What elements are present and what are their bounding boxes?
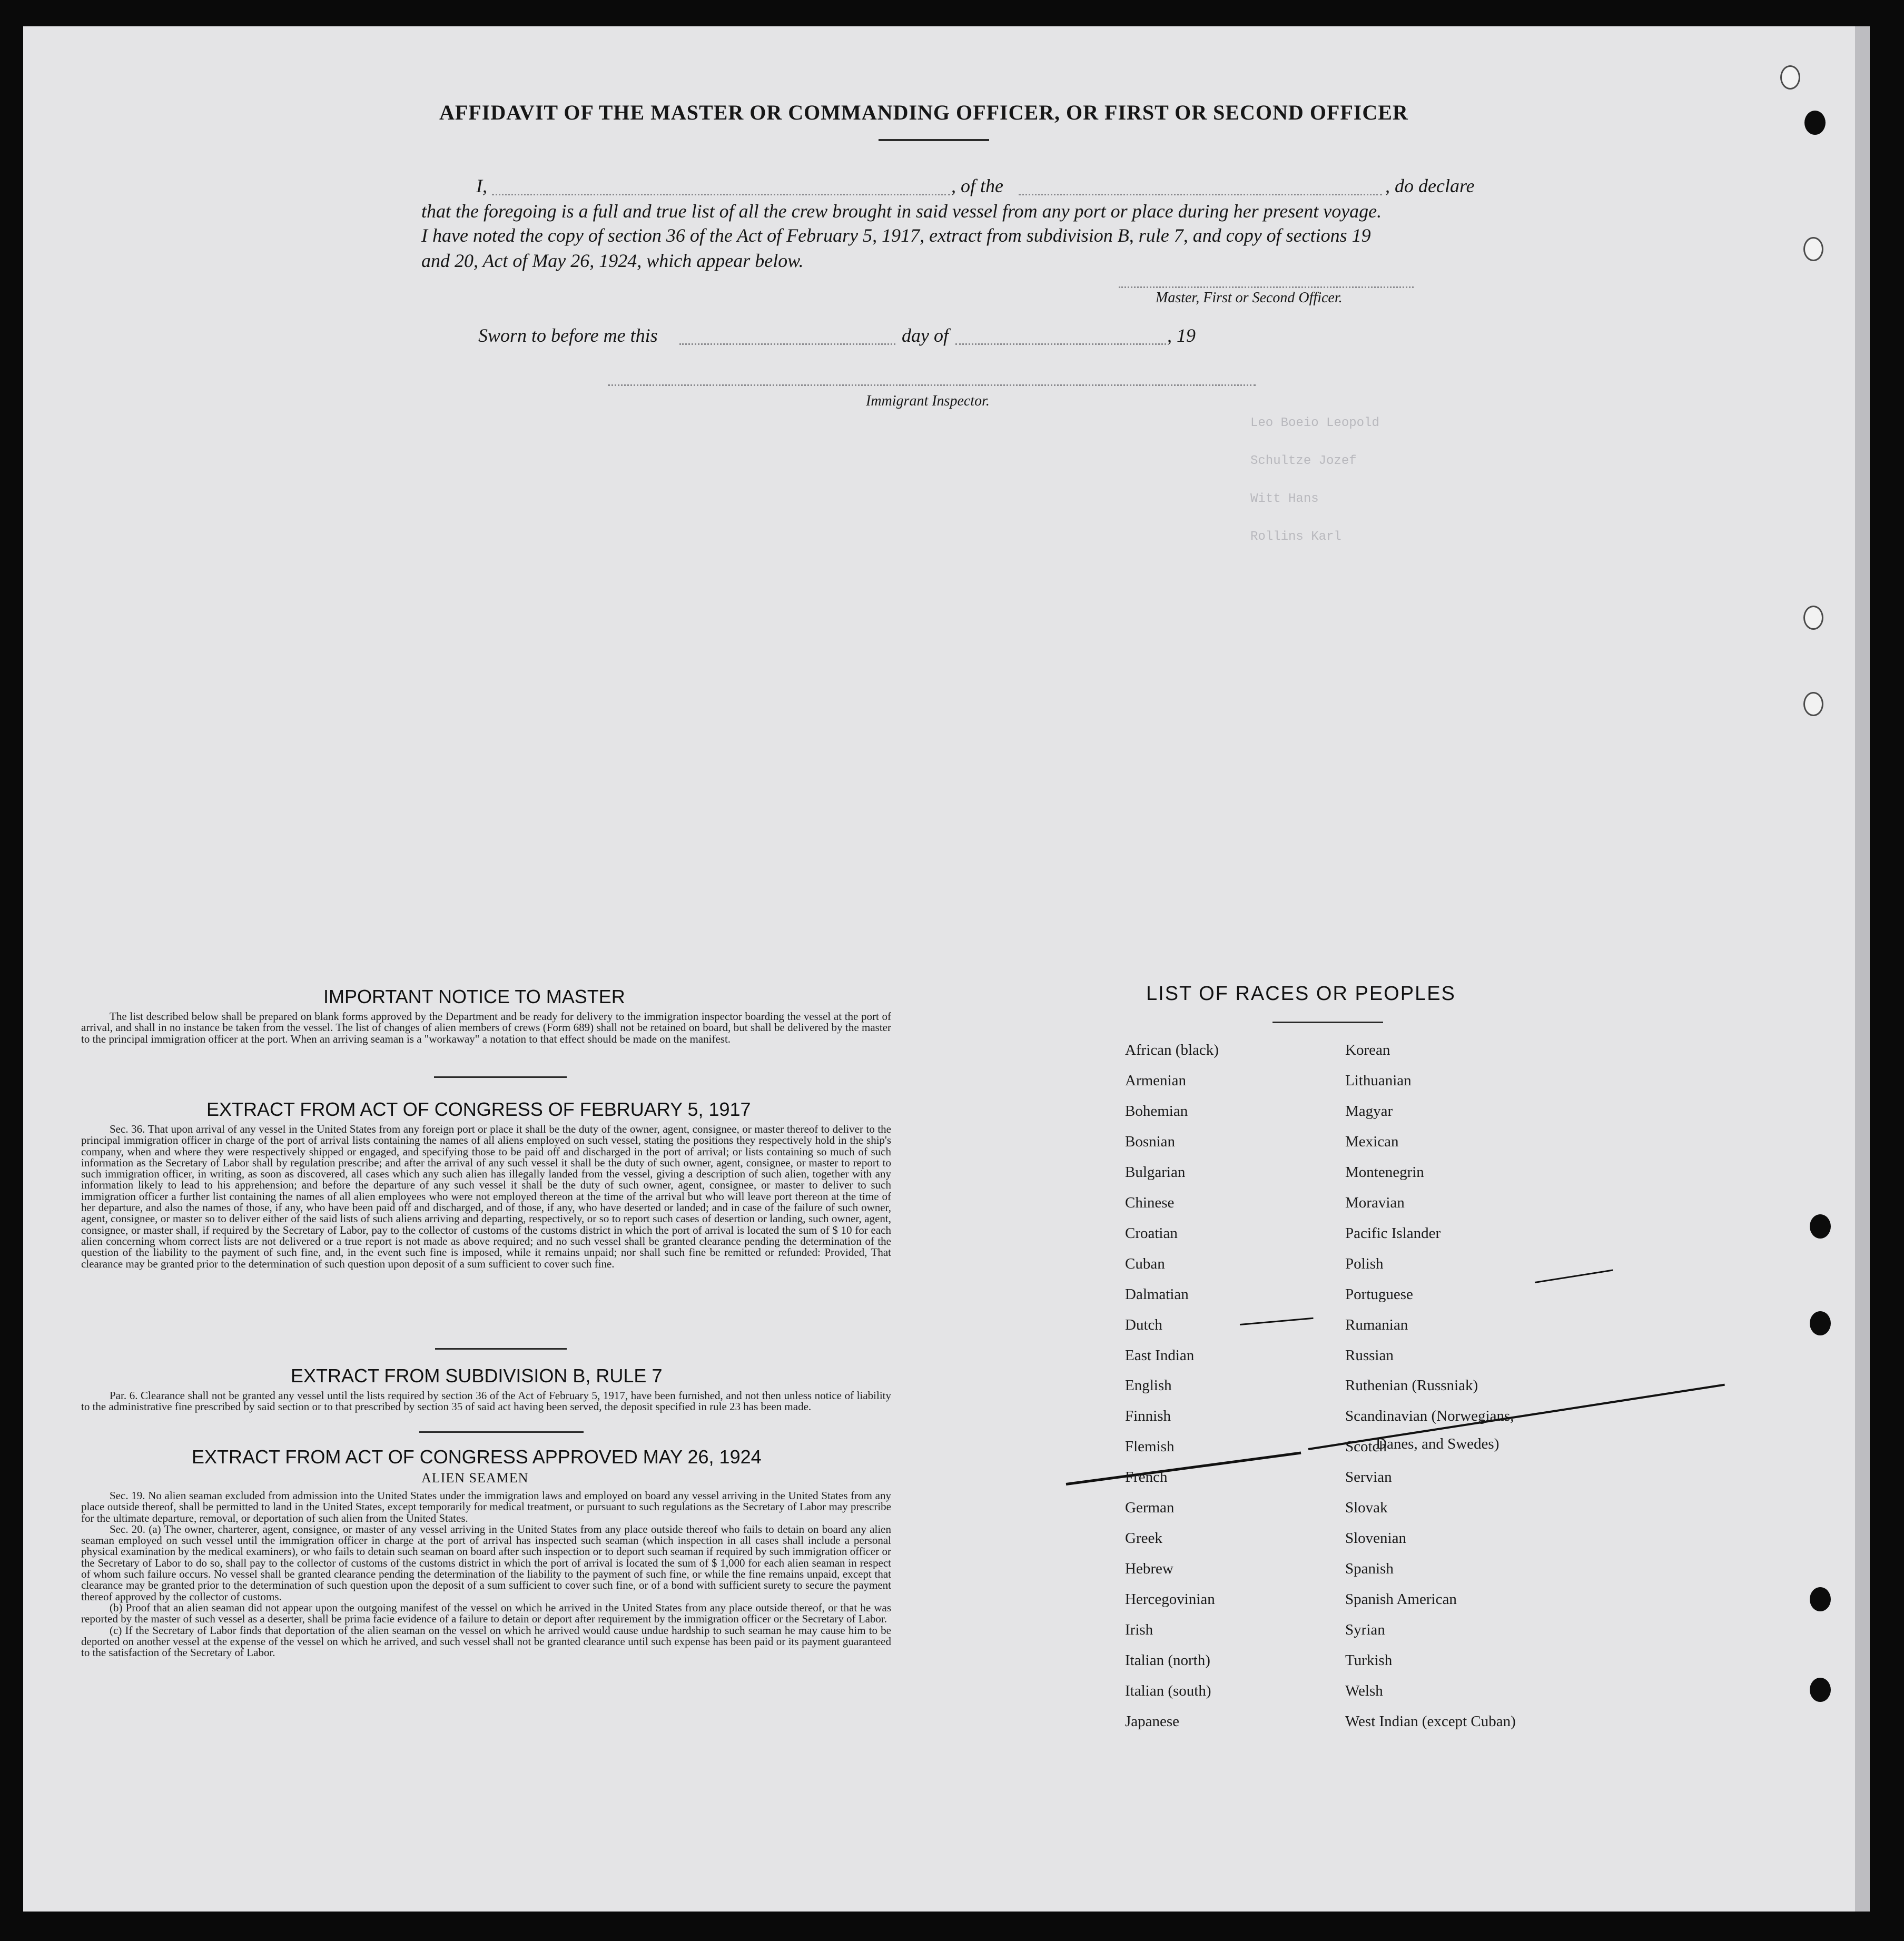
race-item: English	[1125, 1377, 1172, 1394]
bleed-through-row: Schultze Jozef	[1250, 454, 1357, 468]
race-item: Finnish	[1125, 1408, 1171, 1425]
race-item: Bohemian	[1125, 1102, 1188, 1120]
race-item: Armenian	[1125, 1072, 1186, 1089]
race-item: Scotch	[1345, 1438, 1387, 1455]
race-item: Korean	[1345, 1042, 1390, 1058]
race-item: Chinese	[1125, 1194, 1175, 1211]
affidavit-line-4: and 20, Act of May 26, 1924, which appear below.	[421, 250, 804, 271]
race-item: Servian	[1345, 1469, 1392, 1486]
race-item: Pacific Islander	[1345, 1224, 1441, 1242]
par-6-paragraph: Par. 6. Clearance shall not be granted any vessel until the lists required by section 36 of the Act of February 5, 1917, have been furnished, and not then unless notice of liability to the administrative fine prescribed by said section or to that prescribed by section 35 of said act having been served, the deposit specified in rule 23 has been made.	[81, 1389, 891, 1413]
binding-hole	[1810, 1678, 1831, 1702]
sworn-label: Sworn to before me this	[478, 325, 658, 346]
section-divider	[435, 1348, 567, 1350]
race-item: Lithuanian	[1345, 1072, 1412, 1089]
race-item: West Indian (except Cuban)	[1345, 1712, 1516, 1730]
binding-hole	[1803, 606, 1823, 630]
affidavit-declare-label: , do declare	[1385, 175, 1475, 196]
races-underline	[1272, 1022, 1383, 1023]
vessel-field[interactable]	[1019, 194, 1382, 195]
sec-20c-paragraph: (c) If the Secretary of Labor finds that deportation of the alien seaman on the vessel on which he arrived would cause undue hardship to such seaman he may cause him to be deported on another vessel at the expense of the vessel on which he arrived, and such vessel shall not be granted clearance until such expense has been paid or its payment guaranteed to the satisfaction of the Secretary of Labor.	[81, 1623, 891, 1659]
race-item: Croatian	[1125, 1224, 1178, 1242]
sec-36-paragraph: Sec. 36. That upon arrival of any vessel in the United States from any foreign port or place it shall be the duty of the owner, agent, consignee, or master thereof to deliver to the principal immigration officer in charge of the port of arrival lists containing the names of all aliens employed on such vessel, stating the positions they respectively hold in the ship's company, when and where they were respectively shipped or engaged, and specifying those to be paid off and discharged in the port of arrival; or lists containing so much of such information as the Secretary of Labor shall by regulation prescribe; and after the arrival of any such vessel it shall be the duty of such owner, agent, consignee, or master to report to such immigration officer, in writing, as soon as discovered, all cases which any such alien has illegally landed from the vessel, giving a description of such alien, together with any information likely to lead to his apprehension; and before the departure of any such vessel it shall be the duty of such owner, agent, consignee, or master to deliver to such immigration officer a further list containing the names of all alien employees who were not employed thereon at the time of the arrival but who will leave port thereon at the time of her departure, and also the names of those, if any, who have been paid off and discharged, and of those, if any, who have deserted or landed; and in case of the failure of such owner, agent, consignee, or master so to deliver either of the said lists of such aliens arriving and departing, respectively, or so to report such cases of desertion or landing, such owner, agent, consignee, or master shall, if required by the Secretary of Labor, pay to the collector of customs of the customs district in which the port of arrival is located the sum of $ 10 for each alien concerning whom correct lists are not delivered or a true report is not made as above required; and no such vessel shall be granted clearance pending the determination of the question of the liability to the payment of such fine, and, in the event such fine is imposed, while it remains unpaid; nor shall such fine be remitted or refunded: Provided, That clearance may be granted prior to the determination of such question upon deposit of a sum sufficient to cover such fine.	[81, 1123, 891, 1270]
binding-hole	[1803, 237, 1823, 261]
pen-stroke	[1066, 1452, 1301, 1486]
sworn-month-field[interactable]	[955, 343, 1166, 345]
notice-text	[81, 1011, 891, 1045]
signature-field[interactable]	[1119, 286, 1414, 288]
rule-7-heading: EXTRACT FROM SUBDIVISION B, RULE 7	[291, 1365, 663, 1387]
race-scandinavian-continued: Danes, and Swedes)	[1376, 1435, 1499, 1452]
race-item: Italian (south)	[1125, 1682, 1211, 1699]
race-item: Italian (north)	[1125, 1652, 1210, 1669]
affidavit-of-label: , of the	[951, 175, 1003, 196]
race-item: Portuguese	[1345, 1285, 1413, 1303]
race-item: Syrian	[1345, 1621, 1385, 1639]
binding-hole	[1803, 692, 1823, 716]
binding-hole	[1780, 65, 1800, 90]
inspector-signature-field[interactable]	[608, 384, 1256, 386]
affidavit-line-3: I have noted the copy of section 36 of the Act of February 5, 1917, extract from subdivision B, rule 7, and copy of sections 19	[421, 225, 1371, 246]
race-item: French	[1125, 1469, 1168, 1486]
race-item: Greek	[1125, 1530, 1162, 1547]
extract-1924-text	[81, 1490, 891, 1658]
section-divider	[419, 1431, 584, 1433]
page-edge-shadow	[1855, 26, 1870, 1912]
sworn-day-field[interactable]	[679, 343, 895, 345]
affidavit-title: AFFIDAVIT OF THE MASTER OR COMMANDING OFFICER, OR FIRST OR SECOND OFFICER	[439, 101, 1408, 124]
year-label: , 19	[1167, 325, 1196, 346]
race-item: German	[1125, 1499, 1175, 1517]
race-item: Welsh	[1345, 1682, 1383, 1699]
race-item: Irish	[1125, 1621, 1153, 1639]
race-item: Dalmatian	[1125, 1285, 1189, 1303]
sec-20a-paragraph: Sec. 20. (a) The owner, charterer, agent, consignee, or master of any vessel arriving in the United States from any place outside thereof who fails to detain on board any alien seaman employed on such vessel until the immigration officer in charge at the port of arrival has inspected such seaman (which inspection in all cases shall include a personal physical examination by the medical examiners), or who fails to detain such seaman on board after such inspection or to deport such seaman if required by such immigration officer or the Secretary of Labor to do so, shall pay to the collector of customs of the customs district in which the port of arrival is located the sum of $ 1,000 for each alien seaman in respect of whom such failure occurs. No vessel shall be granted clearance pending the determination of the liability to the payment of such fine, or while the fine remains unpaid, except that clearance may be granted prior to the determination of such question upon the deposit of a sum sufficient to cover such fine, or of a bond with sufficient surety to secure the payment thereof approved by the collector of customs.	[81, 1522, 891, 1603]
sec-20b-paragraph: (b) Proof that an alien seaman did not appear upon the outgoing manifest of the vessel on which he arrived in the United States from any place outside thereof, or that he was reported by the master of such vessel as a deserter, shall be prima facie evidence of a failure to detain or deport after requirement by the immigration officer or the Secretary of Labor.	[81, 1601, 891, 1626]
binding-hole	[1804, 111, 1826, 135]
race-item: Cuban	[1125, 1255, 1165, 1272]
race-item: Rumanian	[1345, 1316, 1408, 1333]
race-item: Dutch	[1125, 1316, 1162, 1333]
race-item: Bosnian	[1125, 1133, 1176, 1150]
race-item: Spanish American	[1345, 1591, 1457, 1608]
signature-label: Master, First or Second Officer.	[1156, 290, 1343, 306]
extract-1924-heading: EXTRACT FROM ACT OF CONGRESS APPROVED MAY 26, 1924	[192, 1446, 762, 1468]
inspector-label: Immigrant Inspector.	[866, 393, 990, 409]
race-item: Ruthenian (Russniak)	[1345, 1377, 1478, 1394]
race-item: East Indian	[1125, 1346, 1195, 1364]
notice-heading: IMPORTANT NOTICE TO MASTER	[323, 986, 625, 1007]
pen-stroke	[1535, 1270, 1613, 1283]
race-item: Mexican	[1345, 1133, 1399, 1150]
race-item: Magyar	[1345, 1102, 1393, 1120]
sec-19-paragraph: Sec. 19. No alien seaman excluded from admission into the United States under the immigration laws and employed on board any vessel arriving in the United States from any place outside thereof, shall be permitted to land in the United States, except temporarily for medical treatment, or pursuant to such regulations as the Secretary of Labor may prescribe for the ultimate departure, removal, or deportation of such alien from the United States.	[81, 1489, 891, 1524]
bleed-through-row: Witt Hans	[1250, 492, 1319, 506]
race-item: Montenegrin	[1345, 1163, 1424, 1181]
race-item: Russian	[1345, 1346, 1394, 1364]
binding-hole	[1810, 1587, 1831, 1611]
form-page	[23, 26, 1870, 1912]
race-item: Polish	[1345, 1255, 1384, 1272]
bleed-through-row: Rollins Karl	[1250, 530, 1341, 544]
rule-7-text	[81, 1390, 891, 1413]
pen-stroke	[1240, 1318, 1314, 1325]
binding-hole	[1810, 1214, 1831, 1239]
extract-1917-heading: EXTRACT FROM ACT OF CONGRESS OF FEBRUARY 5, 1917	[206, 1098, 751, 1120]
race-item: Scandinavian (Norwegians,	[1345, 1408, 1514, 1425]
race-item: Slovenian	[1345, 1530, 1406, 1547]
name-field[interactable]	[492, 194, 950, 195]
day-of-label: day of	[902, 325, 949, 346]
binding-hole	[1810, 1311, 1831, 1335]
race-item: Flemish	[1125, 1438, 1175, 1455]
extract-1917-text	[81, 1124, 891, 1270]
race-item: Slovak	[1345, 1499, 1388, 1517]
races-heading: LIST OF RACES OR PEOPLES	[1146, 983, 1456, 1005]
bleed-through-row: Leo Boeio Leopold	[1250, 416, 1379, 430]
race-item: Turkish	[1345, 1652, 1393, 1669]
race-item: Spanish	[1345, 1560, 1394, 1578]
race-item: Bulgarian	[1125, 1163, 1186, 1181]
affidavit-i-label: I,	[476, 175, 487, 196]
race-item: Hebrew	[1125, 1560, 1173, 1578]
alien-seamen-subheading: ALIEN SEAMEN	[421, 1470, 529, 1486]
title-underline	[879, 139, 989, 141]
race-item: Japanese	[1125, 1712, 1180, 1730]
race-item: Moravian	[1345, 1194, 1405, 1211]
notice-paragraph: The list described below shall be prepared on blank forms approved by the Department and be ready for delivery to the immigration inspector boarding the vessel at the port of arrival, and shall in no instance be taken from the vessel. The list of changes of alien members of crews (Form 689) shall not be retained on board, but shall be delivered by the master to the principal immigration officer at the port. When an arriving seaman is a "workaway" a notation to that effect should be made on the manifest.	[81, 1010, 891, 1045]
affidavit-line-2: that the foregoing is a full and true list of all the crew brought in said vessel from any port or place during her present voyage.	[421, 201, 1382, 222]
race-item: Hercegovinian	[1125, 1591, 1215, 1608]
section-divider	[434, 1076, 567, 1078]
race-item: African (black)	[1125, 1042, 1219, 1058]
